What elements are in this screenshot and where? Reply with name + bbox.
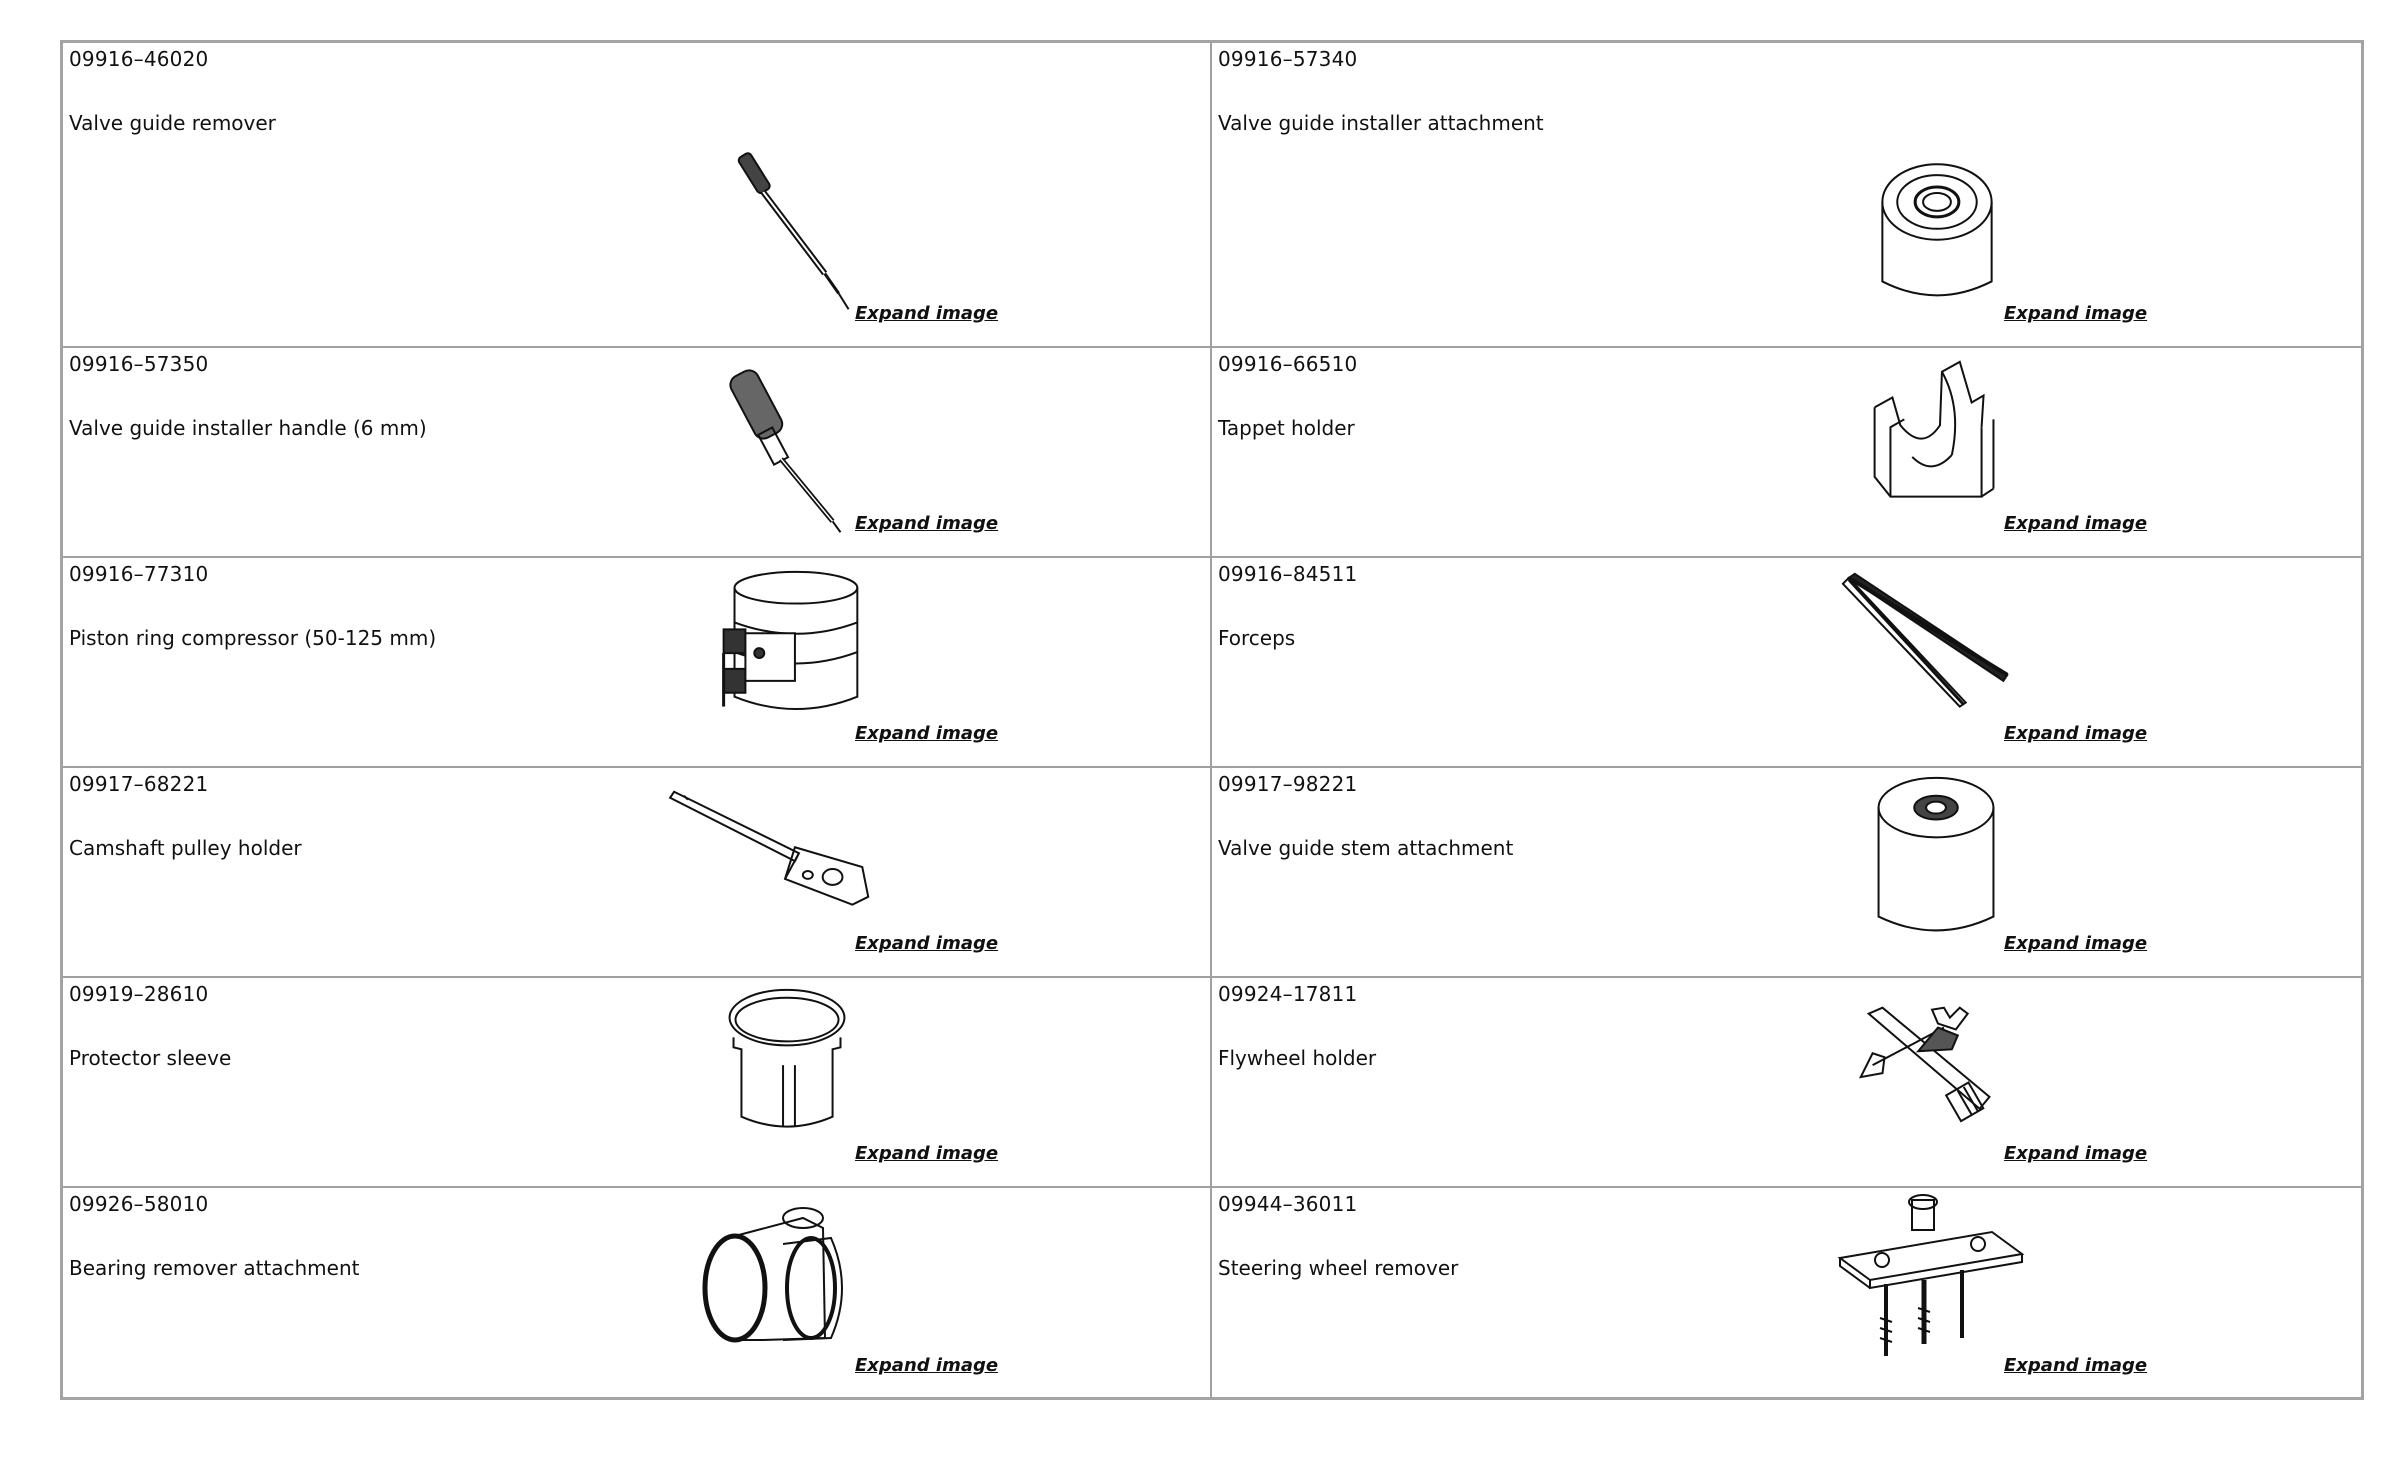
tool-cell (63, 768, 1212, 978)
part-number: 09919–28610 (69, 982, 209, 1006)
part-number: 09917–68221 (69, 772, 209, 796)
part-number: 09944–36011 (1218, 1192, 1358, 1216)
expand-image-link[interactable]: Expand image (855, 1143, 999, 1164)
expand-image-link[interactable]: Expand image (855, 303, 999, 324)
part-number: 09924–17811 (1218, 982, 1358, 1006)
expand-image-link[interactable]: Expand image (855, 513, 999, 534)
tool-cell (1212, 1188, 2361, 1398)
tool-cell (1212, 978, 2361, 1188)
tool-cell (63, 348, 1212, 558)
expand-image-link[interactable]: Expand image (2004, 723, 2148, 744)
valve-guide-remover-icon (663, 43, 913, 346)
part-number: 09916–84511 (1218, 562, 1358, 586)
tool-cell (1212, 768, 2361, 978)
expand-image-link[interactable]: Expand image (2004, 513, 2148, 534)
tool-name: Forceps (1218, 626, 1296, 650)
expand-image-link[interactable]: Expand image (2004, 933, 2148, 954)
tool-cell (1212, 43, 2361, 348)
expand-image-link[interactable]: Expand image (855, 1355, 999, 1376)
tool-name: Flywheel holder (1218, 1046, 1377, 1070)
part-number: 09916–66510 (1218, 352, 1358, 376)
part-number: 09917–98221 (1218, 772, 1358, 796)
tool-cell (63, 558, 1212, 768)
tool-cell (63, 978, 1212, 1188)
part-number: 09926–58010 (69, 1192, 209, 1216)
tool-name: Tappet holder (1218, 416, 1355, 440)
expand-image-link[interactable]: Expand image (2004, 1143, 2148, 1164)
tool-cell (63, 43, 1212, 348)
tool-name: Protector sleeve (69, 1046, 232, 1070)
tool-name: Valve guide remover (69, 111, 276, 135)
expand-image-link[interactable]: Expand image (855, 933, 999, 954)
valve-guide-installer-attachment-icon (1812, 43, 2062, 346)
special-tools-table (60, 40, 2364, 1400)
tool-name: Bearing remover attachment (69, 1256, 360, 1280)
tool-cell (63, 1188, 1212, 1398)
part-number: 09916–46020 (69, 47, 209, 71)
tool-name: Camshaft pulley holder (69, 836, 302, 860)
tool-name: Valve guide installer handle (6 mm) (69, 416, 427, 440)
part-number: 09916–57340 (1218, 47, 1358, 71)
tool-cell (1212, 558, 2361, 768)
tool-name: Valve guide stem attachment (1218, 836, 1514, 860)
tool-cell (1212, 348, 2361, 558)
tool-name: Piston ring compressor (50-125 mm) (69, 626, 437, 650)
expand-image-link[interactable]: Expand image (2004, 303, 2148, 324)
tool-name: Valve guide installer attachment (1218, 111, 1544, 135)
part-number: 09916–57350 (69, 352, 209, 376)
expand-image-link[interactable]: Expand image (2004, 1355, 2148, 1376)
tool-name: Steering wheel remover (1218, 1256, 1459, 1280)
part-number: 09916–77310 (69, 562, 209, 586)
expand-image-link[interactable]: Expand image (855, 723, 999, 744)
